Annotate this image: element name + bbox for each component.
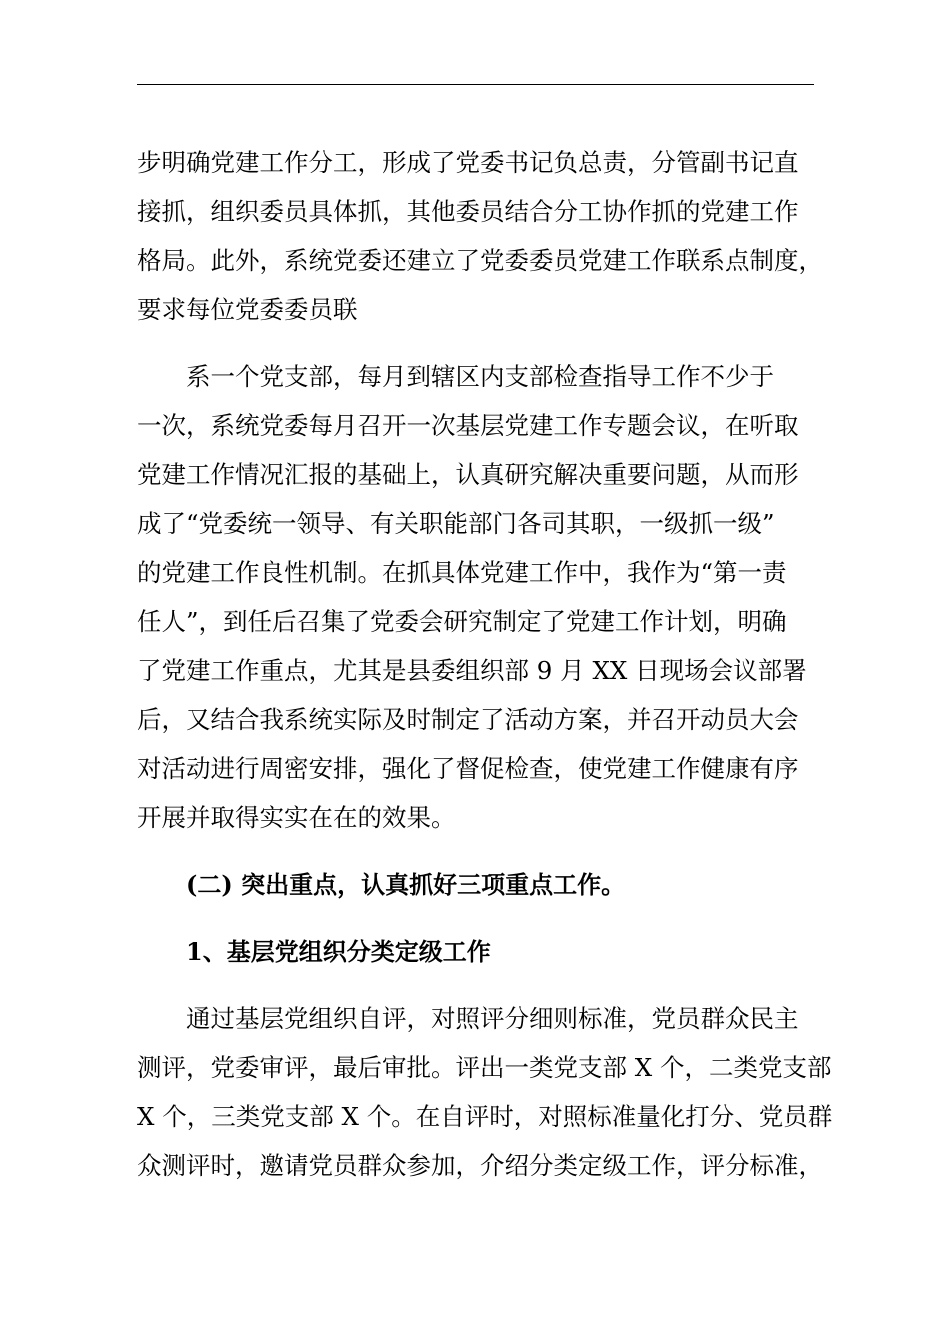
paragraph-2 <box>137 352 817 842</box>
paragraph-line: 众测评时，邀请党员群众参加，介绍分类定级工作，评分标准， <box>137 1151 823 1180</box>
paragraph-line: 接抓，组织委员具体抓，其他委员结合分工协作抓的党建工作 <box>137 197 799 226</box>
paragraph-line: 开展并取得实实在在的效果。 <box>137 803 456 832</box>
paragraph-3 <box>137 994 833 1190</box>
paragraph-line: 了党建工作重点，尤其是县委组织部 9 月 XX 日现场会议部署 <box>137 656 807 685</box>
paragraph-line: 对活动进行周密安排，强化了督促检查，使党建工作健康有序 <box>137 754 799 783</box>
paragraph-line: X 个，三类党支部 X 个。在自评时，对照标准量化打分、党员群 <box>137 1102 833 1131</box>
paragraph-line: 后，又结合我系统实际及时制定了活动方案，并召开动员大会 <box>137 705 799 734</box>
paragraph-line: 一次，系统党委每月召开一次基层党建工作专题会议，在听取 <box>137 411 799 440</box>
document-body <box>137 138 833 1190</box>
paragraph-line: 步明确党建工作分工，形成了党委书记负总责，分管副书记直 <box>137 148 799 177</box>
header-rule <box>137 84 814 85</box>
paragraph-line: 党建工作情况汇报的基础上，认真研究解决重要问题，从而形 <box>137 460 799 489</box>
paragraph-line: 的党建工作良性机制。在抓具体党建工作中，我作为“第一责 <box>137 558 787 587</box>
paragraph-1 <box>137 138 823 334</box>
paragraph-line: 格局。此外，系统党委还建立了党委委员党建工作联系点制度， <box>137 246 823 275</box>
subsection-heading: 1、基层党组织分类定级工作 <box>186 937 491 966</box>
paragraph-gap <box>137 909 817 927</box>
paragraph-line: 成了“党委统一领导、有关职能部门各司其职，一级抓一级” <box>137 509 775 538</box>
paragraph-gap <box>137 334 817 352</box>
paragraph-gap <box>137 842 817 860</box>
section-heading: (二) 突出重点，认真抓好三项重点工作。 <box>186 870 626 899</box>
paragraph-line: 要求每位党委委员联 <box>137 295 358 324</box>
paragraph-line: 通过基层党组织自评，对照评分细则标准，党员群众民主 <box>186 1004 799 1033</box>
paragraph-line: 任人”，到任后召集了党委会研究制定了党建工作计划，明确 <box>137 607 787 636</box>
paragraph-line: 测评，党委审评，最后审批。评出一类党支部 X 个，二类党支部 <box>137 1053 832 1082</box>
paragraph-line: 系一个党支部，每月到辖区内支部检查指导工作不少于 <box>186 362 774 391</box>
paragraph-gap <box>137 976 817 994</box>
